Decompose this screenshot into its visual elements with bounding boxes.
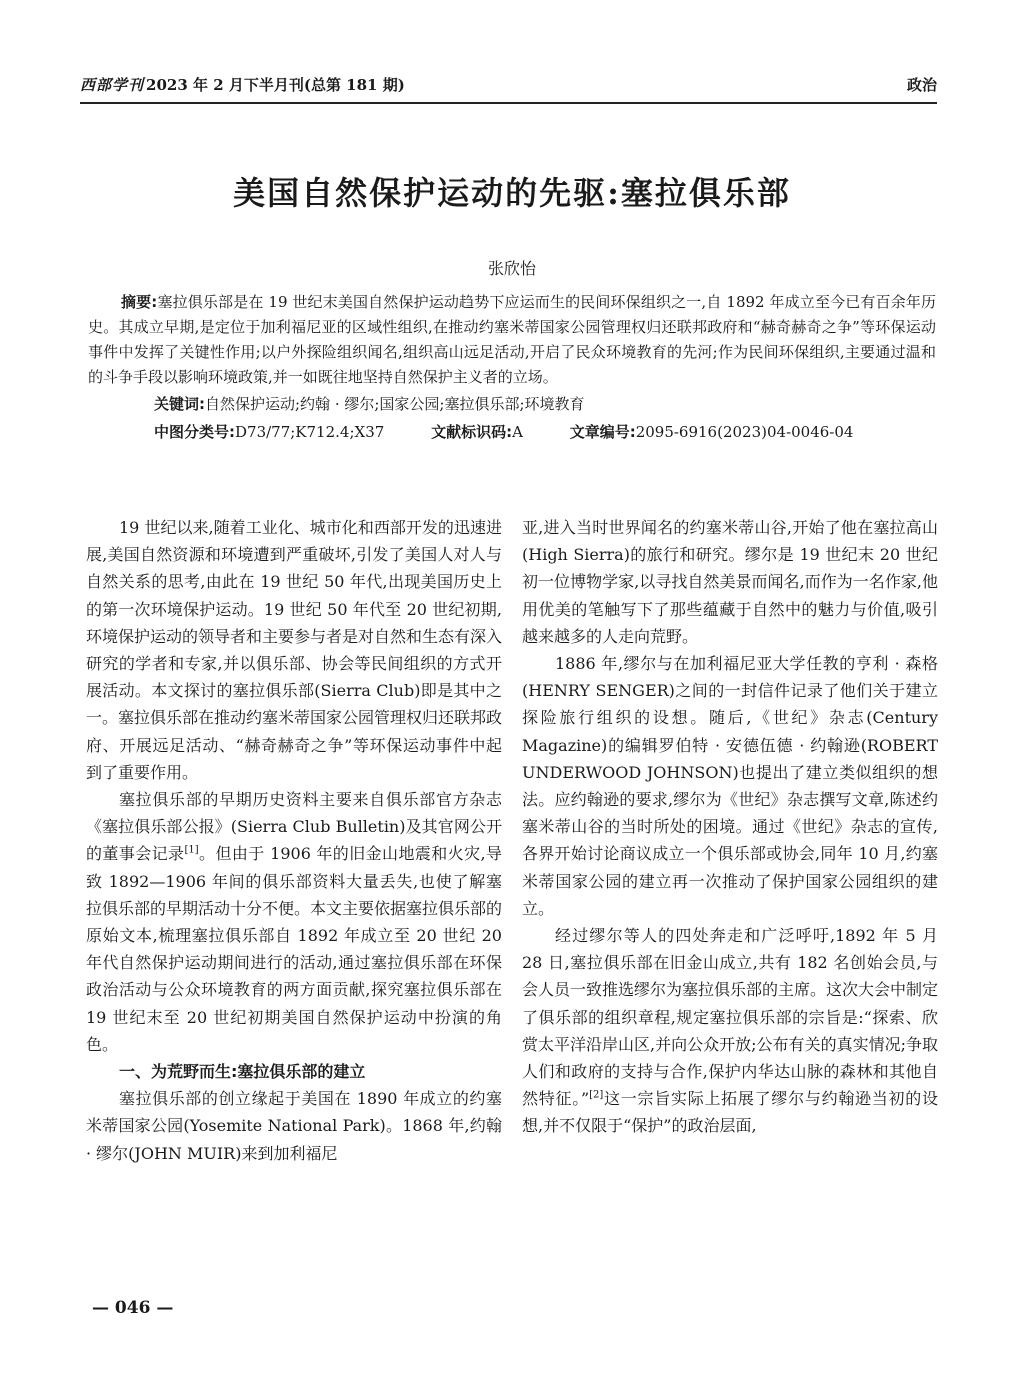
body-paragraph-3: 塞拉俱乐部的创立缘起于美国在 1890 年成立的约塞米蒂国家公园(Yosemite National Park)。1868 年,约翰 · 缪尔(JOHN MUIR)来到加利福尼 [86, 1089, 502, 1163]
clc-item [154, 423, 384, 441]
clc-label: 中图分类号: [154, 423, 235, 441]
paragraph-2-text-b: 。但由于 1906 年的旧金山地震和火灾,导致 1892—1906 年间的俱乐部资料大量丢失,也使了解塞拉俱乐部的早期活动十分不便。本文主要依据塞拉俱乐部的原始文本,梳理塞拉俱乐部自 1892 年成立至 20 世纪 20 年代自然保护运动期间进行的活动,通过塞拉俱乐部在环保政治活动与公众环境教育的两方面贡献,探究塞拉俱乐部在 19 世纪末至 20 世纪初期美国自然保护运动中扮演的角色。 [86, 844, 503, 1054]
article-number-label: 文章编号: [569, 423, 636, 441]
classification-line [88, 418, 936, 446]
journal-logo: 西部学刊 [80, 76, 145, 94]
article-title: 美国自然保护运动的先驱:塞拉俱乐部 [233, 174, 791, 212]
citation-1: [1] [184, 845, 199, 857]
journal-issue [80, 74, 405, 95]
abstract-block [88, 290, 936, 446]
section-label: 政治 [906, 76, 937, 94]
running-header [80, 72, 937, 104]
paragraph-5-text-b: 这一宗旨实际上拓展了缪尔与约翰逊当初的设想,并不仅限于“保护”的政治层面, [522, 1089, 938, 1136]
left-column [86, 514, 502, 1167]
paragraph-5-text-a: 经过缪尔等人的四处奔走和广泛呼吁,1892 年 5 月 28 日,塞拉俱乐部在旧金山成立,共有 182 名创始会员,与会人员一致推选缪尔为塞拉俱乐部的主席。这次大会中制定了俱乐部的组织章程,规定塞拉俱乐部的宗旨是:“探索、欣赏太平洋沿岸山区,并向公众开放;公布有关的真实情况;争取人们和政府的支持与合作,保护内华达山脉的森林和其他自然特征。” [522, 926, 939, 1109]
section-heading-1: 一、为荒野而生:塞拉俱乐部的建立 [119, 1062, 366, 1082]
body-paragraph-3-continued: 亚,进入当时世界闻名的约塞米蒂山谷,开始了他在塞拉高山(High Sierra)的旅行和研究。缪尔是 19 世纪末 20 世纪初一位博物学家,以寻找自然美景而闻名,而作为一名作家,他用优美的笔触写下了那些蕴藏于自然中的魅力与价值,吸引越来越多的人走向荒野。 [522, 518, 938, 646]
abstract-paragraph [88, 290, 936, 390]
abstract-text: 塞拉俱乐部是在 19 世纪末美国自然保护运动趋势下应运而生的民间环保组织之一,自 1892 年成立至今已有百余年历史。其成立早期,是定位于加利福尼亚的区域性组织,在推动约塞米蒂国家公园管理权归还联邦政府和“赫奇赫奇之争”等环保运动事件中发挥了关键性作用;以户外探险组织闻名,组织高山远足活动,开启了民众环境教育的先河;作为民间环保组织,主要通过温和的斗争手段以影响环境政策,并一如既往地坚持自然保护主义者的立场。 [88, 293, 936, 386]
keywords-text: 自然保护运动;约翰 · 缪尔;国家公园;塞拉俱乐部;环境教育 [205, 395, 585, 413]
keywords-line [88, 390, 936, 418]
article-number-item [570, 423, 854, 441]
doc-code-value: A [512, 423, 523, 441]
doc-code-item [431, 423, 523, 441]
right-column [522, 514, 938, 1140]
page-number: — 046 — [92, 1298, 174, 1318]
citation-2: [2] [589, 1089, 604, 1101]
clc-value: D73/77;K712.4;X37 [235, 423, 385, 441]
abstract-label: 摘要: [121, 293, 158, 311]
body-paragraph-5 [522, 922, 938, 1140]
issue-text: 2023 年 2 月下半月刊(总第 181 期) [146, 76, 405, 94]
paragraph-2-text-a: 塞拉俱乐部的早期历史资料主要来自俱乐部官方杂志《塞拉俱乐部公报》(Sierra Club Bulletin)及其官网公开的董事会记录 [86, 790, 502, 864]
body-paragraph-4: 1886 年,缪尔与在加利福尼亚大学任教的亨利 · 森格(HENRY SENGER)之间的一封信件记录了他们关于建立探险旅行组织的设想。随后,《世纪》杂志(Century Magazine)的编辑罗伯特 · 安德伍德 · 约翰逊(ROBERT UNDERWOOD JOHNSON)也提出了建立类似组织的想法。应约翰逊的要求,缪尔为《世纪》杂志撰写文章,陈述约塞米蒂山谷的当时所处的困境。通过《世纪》杂志的宣传,各界开始讨论商议成立一个俱乐部或协会,同年 10 月,约塞米蒂国家公园的建立再一次推动了保护国家公园组织的建立。 [522, 654, 938, 918]
keywords-label: 关键词: [154, 395, 205, 413]
article-number-value: 2095-6916(2023)04-0046-04 [635, 423, 854, 441]
doc-code-label: 文献标识码: [431, 423, 513, 441]
body-paragraph-2 [86, 786, 502, 1058]
body-paragraph-1: 19 世纪以来,随着工业化、城市化和西部开发的迅速进展,美国自然资源和环境遭到严重破坏,引发了美国人对人与自然关系的思考,由此在 19 世纪 50 年代,出现美国历史上的第一次环境保护运动。19 世纪 50 年代至 20 世纪初期,环境保护运动的领导者和主要参与者是对自然和生态有深入研究的学者和专家,并以俱乐部、协会等民间组织的方式开展活动。本文探讨的塞拉俱乐部(Sierra Club)即是其中之一。塞拉俱乐部在推动约塞米蒂国家公园管理权归还联邦政府、开展远足活动、“赫奇赫奇之争”等环保运动事件中起到了重要作用。 [86, 518, 503, 782]
author-name: 张欣怡 [487, 259, 536, 278]
